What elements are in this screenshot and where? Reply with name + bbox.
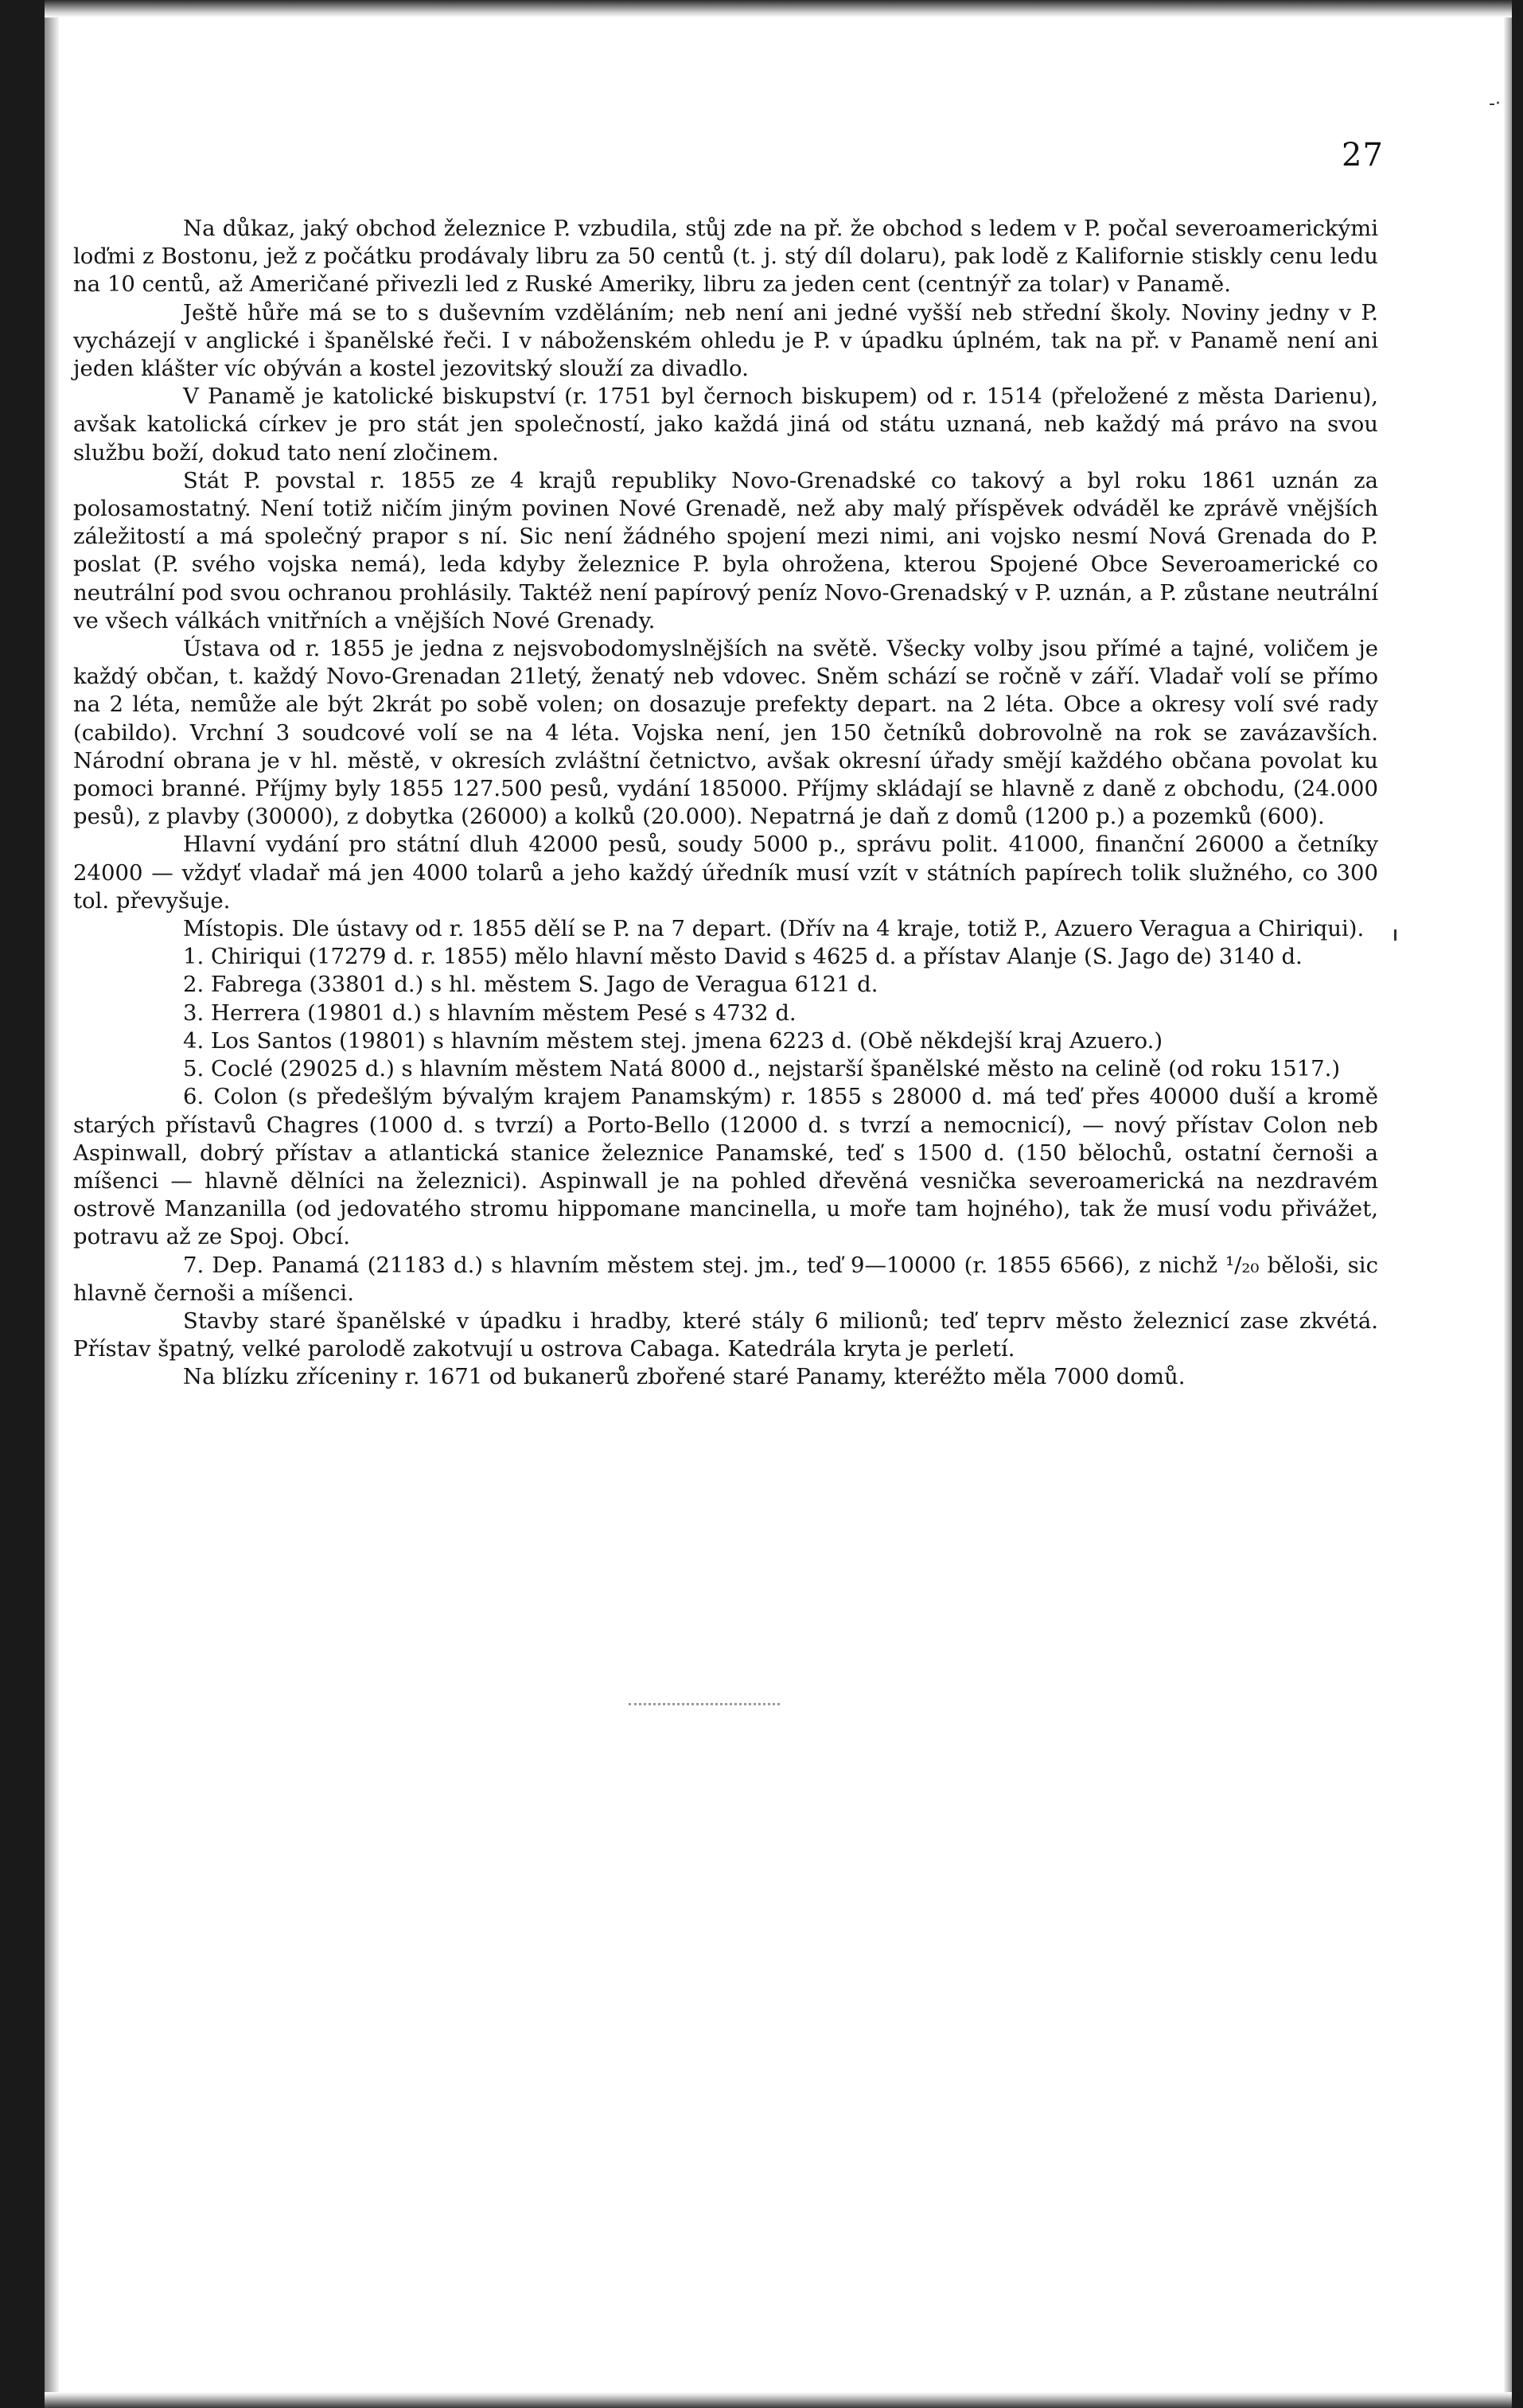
print-ornament <box>629 1703 780 1710</box>
paragraph: 1. Chiriqui (17279 d. r. 1855) mělo hlavní město David s 4625 d. a přístav Alanje (S. Jago de) 3140 d. <box>183 944 1303 970</box>
scan-edge-top <box>45 0 1512 18</box>
paragraph: 7. Dep. Panamá (21183 d.) s hlavním městem stej. jm., teď 9—10000 (r. 1855 6566), z nichž ¹/₂₀ běloši, sic hlavně černoši a míšenci. <box>73 1252 1378 1306</box>
paragraph: 3. Herrera (19801 d.) s hlavním městem Pesé s 4732 d. <box>183 999 797 1026</box>
paragraph: 2. Fabrega (33801 d.) s hl. městem S. Jago de Veragua 6121 d. <box>183 972 878 998</box>
paragraph: 5. Coclé (29025 d.) s hlavním městem Natá 8000 d., nejstarší španělské město na celině (od roku 1517.) <box>183 1056 1341 1082</box>
paragraph: Stavby staré španělské v úpadku i hradby, které stály 6 milionů; teď teprv město železnicí zase zkvétá. Přístav špatný, velké parolodě zakotvují u ostrova Cabaga. Katedrála kryta je perletí. <box>73 1307 1378 1362</box>
scan-edge-right-shadow <box>1504 0 1512 2408</box>
paragraph: 6. Colon (s předešlým bývalým krajem Panamským) r. 1855 s 28000 d. má teď přes 40000 duší a kromě starých přístavů Chagres (1000 d. s tvrzí) a Porto-Bello (12000 d. s tvrzí a nemocnicí), — nový přístav Colon neb Aspinwall, dobrý přístav a atlantická stanice železnice Panamské, teď s 1500 d. (150 bělochů, ostatní černoši a míšenci — hlavně dělníci na železnici). Aspinwall je na pohled dřevěná vesnička severoamerická na nezdravém ostrově Manzanilla (od jedovatého stromu hippomane mancinella, u moře tam hojného), tak že musí vodu přivážet, potravu až ze Spoj. Obcí. <box>73 1084 1378 1250</box>
paragraph: 4. Los Santos (19801) s hlavním městem stej. jmena 6223 d. (Obě někdejší kraj Azuero.) <box>183 1027 1163 1054</box>
scan-artifact-mark: -· <box>1489 94 1501 114</box>
scan-edge-right <box>1512 0 1523 2408</box>
paragraph: Místopis. Dle ústavy od r. 1855 dělí se P. na 7 depart. (Dřív na 4 kraje, totiž P., Azuero Veragua a Chiriqui). <box>183 916 1365 942</box>
paragraph: Stát P. povstal r. 1855 ze 4 krajů republiky Novo-Grenadské co takový a byl roku 1861 uznán za polosamostatný. Není totiž ničím jiným povinen Nové Grenadě, než aby malý příspěvek odváděl ke zprávě vnějších záležitostí a má společný prapor s ní. Sic není žádného spojení mezi nimi, ani vojsko nesmí Nová Grenada do P. poslat (P. svého vojska nemá), leda kdyby železnice P. byla ohrožena, kterou Spojené Obce Severoamerické co neutrální pod svou ochranou prohlásily. Taktéž není papírový peníz Novo-Grenadský v P. uznán, a P. zůstane neutrální ve všech válkách vnitřních a vnějších Nové Grenady. <box>73 467 1378 633</box>
body-text <box>73 215 1378 1392</box>
paragraph: Ještě hůře má se to s duševním vzděláním; neb není ani jedné vyšší neb střední školy. Noviny jedny v P. vycházejí v anglické i španělské řeči. I v náboženském ohledu je P. v úpadku úplném, tak na př. v Panamě není ani jeden klášter víc obýván a kostel jezovitský slouží za divadlo. <box>73 299 1378 382</box>
scan-edge-left-shadow <box>45 0 59 2408</box>
paragraph: Na důkaz, jaký obchod železnice P. vzbudila, stůj zde na př. že obchod s ledem v P. počal severoamerickými loďmi z Bostonu, jež z počátku prodávaly libru za 50 centů (t. j. stý díl dolaru), pak lodě z Kalifornie stiskly cenu ledu na 10 centů, až Američané přivezli led z Ruské Ameriky, libru za jeden cent (centnýř za tolar) v Panamě. <box>73 216 1378 298</box>
paragraph: V Panamě je katolické biskupství (r. 1751 byl černoch biskupem) od r. 1514 (přeložené z města Darienu), avšak katolická církev je pro stát jen společností, jako každá jiná od státu uznaná, neb každý má právo na svou službu boží, dokud tato není zločinem. <box>73 384 1378 466</box>
page-number: 27 <box>1342 137 1384 173</box>
scan-edge-left <box>0 0 45 2408</box>
scan-artifact-tick <box>1394 929 1396 941</box>
paragraph: Hlavní vydání pro státní dluh 42000 pesů, soudy 5000 p., správu polit. 41000, finanční 26000 a četníky 24000 — vždyť vladař má jen 4000 tolarů a jeho každý úředník musí vzít v státních papírech tolik služného, co 300 tol. převyšuje. <box>73 832 1378 914</box>
paragraph: Ústava od r. 1855 je jedna z nejsvobodomyslnějších na světě. Všecky volby jsou přímé a tajné, voličem je každý občan, t. každý Novo-Grenadan 21letý, ženatý neb vdovec. Sněm schází se ročně v září. Vladař volí se přímo na 2 léta, nemůže ale být 2krát po sobě volen; on dosazuje prefekty depart. na 2 léta. Obce a okresy volí své rady (cabildo). Vrchní 3 soudcové volí se na 4 léta. Vojska není, jen 150 četníků dobrovolně na rok se zavázavších. Národní obrana je v hl. městě, v okresích zvláštní četnictvo, avšak okresní úřady smějí každého občana povolat ku pomoci branné. Příjmy byly 1855 127.500 pesů, vydání 185000. Příjmy skládají se hlavně z daně z obchodu, (24.000 pesů), z plavby (30000), z dobytka (26000) a kolků (20.000). Nepatrná je daň z domů (1200 p.) a pozemků (600). <box>73 636 1378 830</box>
scan-edge-bottom <box>45 2392 1512 2408</box>
paragraph: Na blízku zříceniny r. 1671 od bukanerů zbořené staré Panamy, kteréžto měla 7000 domů. <box>183 1364 1186 1390</box>
